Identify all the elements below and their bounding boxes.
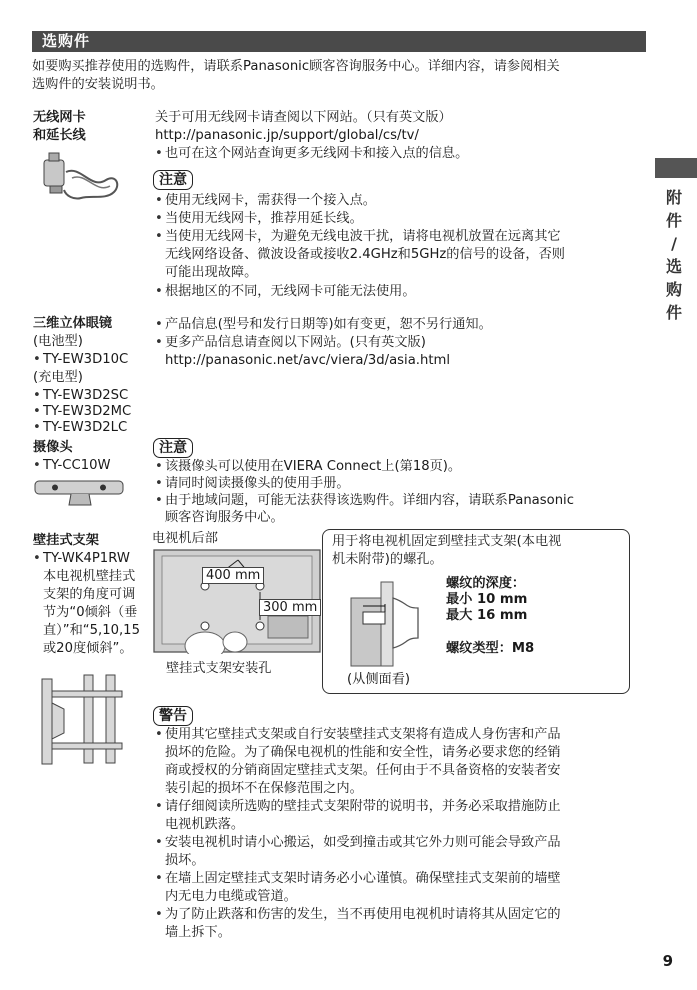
camera-caution-label: 注意 <box>153 437 193 458</box>
wireless-caution-label: 注意 <box>153 169 193 190</box>
wireless-caution-3: • 当使用无线网卡，为避免无线电波干扰，请将电视机放置在远离其它 <box>155 228 561 246</box>
screw-type: 螺纹类型：M8 <box>446 641 535 656</box>
bracket-desc-5: 或20度倾斜”。 <box>43 641 133 656</box>
camera-icon <box>35 481 123 505</box>
glasses-type-battery: (电池型) <box>33 334 83 349</box>
section-title: 选购件 <box>42 32 91 50</box>
warning-2: • 请仔细阅读所选购的壁挂式支架附带的说明书，并务必采取措施防止 <box>155 798 561 816</box>
side-tab-marker <box>655 158 697 178</box>
screw-side-view <box>343 578 438 668</box>
warning-1d: 装引起的损坏不在保修范围之内。 <box>165 781 363 796</box>
warning-3: • 安装电视机时请小心搬运，如受到撞击或其它外力则可能会导致产品 <box>155 834 561 852</box>
bracket-desc-1: 本电视机壁挂式 <box>43 569 136 584</box>
warning-1c: 商或授权的分销商固定壁挂式支架。任何由于不具备资格的安装者安 <box>165 763 561 778</box>
intro-line-1: 如要购买推荐使用的选购件，请联系Panasonic顾客咨询服务中心。详细内容，请参阅相关 <box>32 59 560 74</box>
wireless-title-1: 无线网卡 <box>33 110 86 125</box>
glasses-model-2: • TY-EW3D2SC <box>33 387 128 405</box>
bracket-title: 壁挂式支架 <box>33 533 99 548</box>
glasses-title: 三维立体眼镜 <box>33 316 113 331</box>
wireless-bullet-1: • 也可在这个网站查询更多无线网卡和接入点的信息。 <box>155 145 468 163</box>
wireless-title-2: 和延长线 <box>33 128 86 143</box>
wireless-caution-3c: 可能出现故障。 <box>165 265 258 280</box>
glasses-model-1: • TY-EW3D10C <box>33 351 128 369</box>
camera-bullet-3b: 顾客咨询服务中心。 <box>165 510 284 525</box>
warning-4: • 在墙上固定壁挂式支架时请务必小心谨慎。确保壁挂式支架前的墙壁 <box>155 870 561 888</box>
camera-bullet-2: • 请同时阅读摄像头的使用手册。 <box>155 475 350 493</box>
camera-model: • TY-CC10W <box>33 457 111 475</box>
wireless-caution-2: • 当使用无线网卡，推荐用延长线。 <box>155 210 363 228</box>
bracket-warning-label: 警告 <box>153 705 193 726</box>
wireless-url[interactable]: http://panasonic.jp/support/global/cs/tv/ <box>155 128 419 143</box>
camera-bullet-1: • 该摄像头可以使用在VIERA Connect上(第18页)。 <box>155 458 461 476</box>
bracket-model: • TY-WK4P1RW <box>33 550 130 568</box>
warning-3b: 损坏。 <box>165 853 205 868</box>
wireless-caution-1: • 使用无线网卡，需获得一个接入点。 <box>155 192 376 210</box>
dimension-vertical: 300 mm <box>259 599 321 616</box>
screw-depth-min: 最小 10 mm <box>446 592 528 607</box>
glasses-url[interactable]: http://panasonic.net/avc/viera/3d/asia.html <box>165 353 451 368</box>
tv-back-label: 电视机后部 <box>152 531 218 546</box>
warning-5b: 墙上拆下。 <box>165 925 231 940</box>
glasses-bullet-2: • 更多产品信息请查阅以下网站。(只有英文版) <box>155 334 426 352</box>
screw-note-2: 机未附带)的螺孔。 <box>332 552 443 567</box>
wall-bracket-icon <box>42 675 122 764</box>
page-number: 9 <box>662 952 673 970</box>
warning-5: • 为了防止跌落和伤害的发生，当不再使用电视机时请将其从固定它的 <box>155 906 561 924</box>
camera-title: 摄像头 <box>33 440 73 455</box>
wireless-adapter-icon <box>44 153 117 199</box>
wireless-caution-3b: 无线网络设备、微波设备或接收2.4GHz和5GHz的信号的设备，否则 <box>165 247 565 262</box>
glasses-bullet-1: • 产品信息(型号和发行日期等)如有变更，恕不另行通知。 <box>155 316 492 334</box>
warning-1b: 损坏的危险。为了确保电视机的性能和安全性，请务必要求您的经销 <box>165 745 561 760</box>
warning-4b: 内无电力电缆或管道。 <box>165 889 297 904</box>
wireless-line-1: 关于可用无线网卡请查阅以下网站。（只有英文版） <box>155 110 452 125</box>
bracket-desc-4: 直）”和“5,10,15 <box>43 623 140 638</box>
intro-line-2: 选购件的安装说明书。 <box>32 77 164 92</box>
bracket-image <box>34 673 134 770</box>
screw-depth-label: 螺纹的深度： <box>446 576 526 591</box>
screw-note-1: 用于将电视机固定到壁挂式支架(本电视 <box>332 534 562 549</box>
glasses-model-3: • TY-EW3D2MC <box>33 403 131 421</box>
screw-depth-max: 最大 16 mm <box>446 608 528 623</box>
side-view-caption: (从侧面看) <box>347 672 411 687</box>
glasses-model-4: • TY-EW3D2LC <box>33 419 127 437</box>
wireless-adapter-image <box>36 150 126 205</box>
bracket-holes-label: 壁挂式支架安装孔 <box>166 661 272 676</box>
camera-bullet-3: • 由于地域问题，可能无法获得该选购件。详细内容，请联系Panasonic <box>155 492 574 510</box>
camera-image <box>33 478 128 508</box>
wireless-caution-4: • 根据地区的不同，无线网卡可能无法使用。 <box>155 283 416 301</box>
warning-1: • 使用其它壁挂式支架或自行安装壁挂式支架将有造成人身伤害和产品 <box>155 726 561 744</box>
glasses-type-rechargeable: (充电型) <box>33 370 83 385</box>
bracket-desc-2: 支架的角度可调 <box>43 587 136 602</box>
side-section-label: 附 件 / 选 购 件 <box>665 188 682 322</box>
warning-2b: 电视机跌落。 <box>165 817 245 832</box>
bracket-desc-3: 节为“0倾斜（垂 <box>43 605 138 620</box>
dimension-horizontal: 400 mm <box>202 567 264 584</box>
section-header-bar <box>32 31 646 52</box>
